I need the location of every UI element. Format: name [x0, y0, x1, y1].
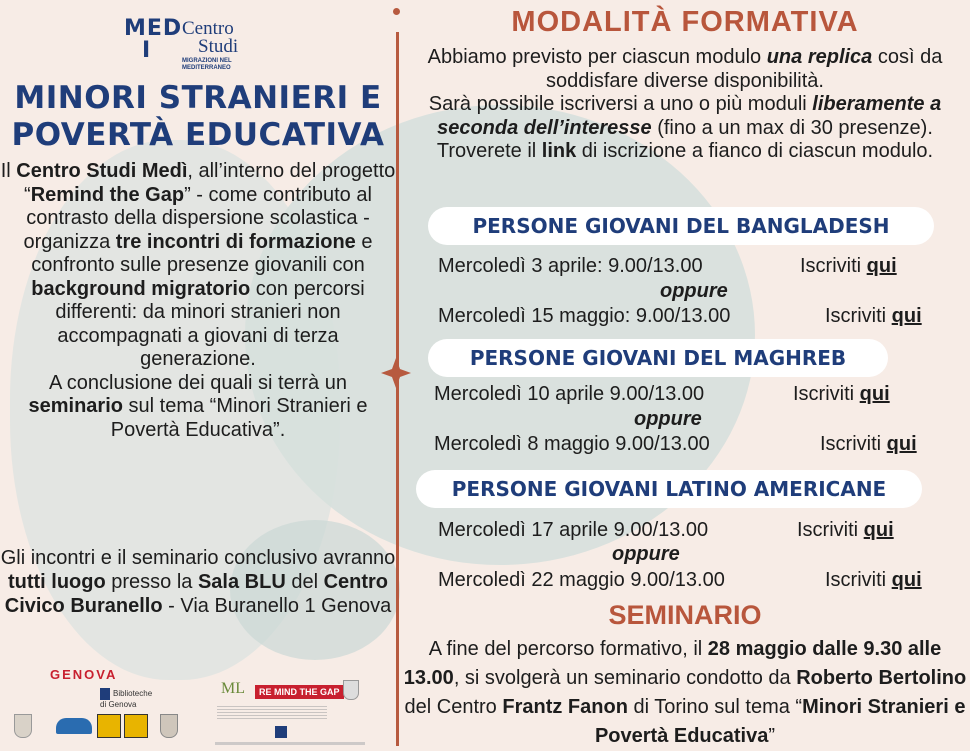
session-date: Mercoledì 3 aprile: 9.00/13.00: [438, 255, 703, 277]
crest-icon: [160, 714, 178, 738]
module-title-maghreb: PERSONE GIOVANI DEL MAGHREB: [428, 339, 888, 377]
oppure-label: oppure: [634, 408, 702, 430]
page-title: MINORI STRANIERI E POVERTÀ EDUCATIVA: [11, 80, 385, 153]
register-link[interactable]: qui: [863, 519, 894, 541]
badge-icon: [97, 714, 121, 738]
register-link[interactable]: qui: [866, 255, 897, 277]
session-date: Mercoledì 22 maggio 9.00/13.00: [438, 569, 725, 591]
crest-icon: [343, 680, 359, 700]
modalita-intro: Abbiamo previsto per ciascun modulo una replica così da soddisfare diverse disponibilità. Sarà possibile iscriversi a uno o più moduli liberamente a seconda dell’interesse (fino a un max di 30 presenze). Troverete il link di iscrizione a fianco di ciascun modulo.: [427, 46, 943, 162]
ml-logo: ML: [221, 680, 245, 697]
crest-icon: [14, 714, 32, 738]
register-link-row: Iscriviti qui: [793, 383, 890, 405]
biblioteche-icon: [100, 688, 110, 700]
seminario-paragraph: A fine del percorso formativo, il 28 maggio dalle 9.30 alle 13.00, si svolgerà un seminario condotto da Roberto Bertolino del Centro Frantz Fanon di Torino sul tema “Minori Stranieri e Povertà Educativa”: [403, 638, 967, 747]
register-link[interactable]: qui: [859, 383, 890, 405]
modalita-title: MODALITÀ FORMATIVA: [511, 6, 859, 38]
register-link-row: Iscriviti qui: [825, 569, 922, 591]
sponsor-logos: [215, 676, 375, 746]
register-link-row: Iscriviti qui: [820, 433, 917, 455]
logo-subtitle: MIGRAZIONI NEL MEDITERRANEO: [182, 58, 232, 71]
module-title-latino-americane: PERSONE GIOVANI LATINO AMERICANE: [416, 470, 922, 508]
session-date: Mercoledì 10 aprile 9.00/13.00: [434, 383, 705, 405]
wave-logo-icon: [56, 718, 92, 734]
intro-paragraph: Il Centro Studi Medì, all’interno del progetto “Remind the Gap” - come contributo al contrasto della dispersione scolastica - organizza tre incontri di formazione e confronto sulle presenze giovanili con background migratorio con percorsi differenti: da minori stranieri non accompagnati a giovani di terza generazione. A conclusione dei quali si terrà un seminario sul tema “Minori Stranieri e Povertà Educativa”.: [0, 160, 396, 441]
badge-icon: [124, 714, 148, 738]
genova-logo: GENOVA: [50, 667, 118, 682]
logo-mark: MED I: [124, 16, 183, 63]
register-link[interactable]: qui: [886, 433, 917, 455]
session-date: Mercoledì 8 maggio 9.00/13.00: [434, 433, 710, 455]
session-date: Mercoledì 17 aprile 9.00/13.00: [438, 519, 709, 541]
oppure-label: oppure: [660, 280, 728, 302]
column-divider: [396, 32, 399, 746]
session-date: Mercoledì 15 maggio: 9.00/13.00: [438, 305, 731, 327]
csi-logo-icon: [275, 726, 287, 738]
remind-the-gap-logo: RE MIND THE GAP: [255, 685, 344, 699]
register-link-row: Iscriviti qui: [800, 255, 897, 277]
biblioteche-logo: Biblioteche di Genova: [100, 689, 153, 709]
module-title-bangladesh: PERSONE GIOVANI DEL BANGLADESH: [428, 207, 934, 245]
centro-studi-medi-logo: [120, 16, 260, 72]
seminario-title: SEMINARIO: [608, 600, 762, 630]
register-link[interactable]: qui: [891, 305, 922, 327]
oppure-label: oppure: [612, 543, 680, 565]
fine-print-block: [217, 706, 327, 720]
register-link-row: Iscriviti qui: [825, 305, 922, 327]
location-paragraph: Gli incontri e il seminario conclusivo avranno tutti luogo presso la Sala BLU del Centro Civico Buranello - Via Buranello 1 Genova: [0, 547, 396, 617]
divider-dot: [393, 8, 400, 15]
register-link-row: Iscriviti qui: [797, 519, 894, 541]
logo-text: Centro Studi: [182, 18, 239, 57]
register-link[interactable]: qui: [891, 569, 922, 591]
footer-fine-print: [215, 742, 365, 745]
